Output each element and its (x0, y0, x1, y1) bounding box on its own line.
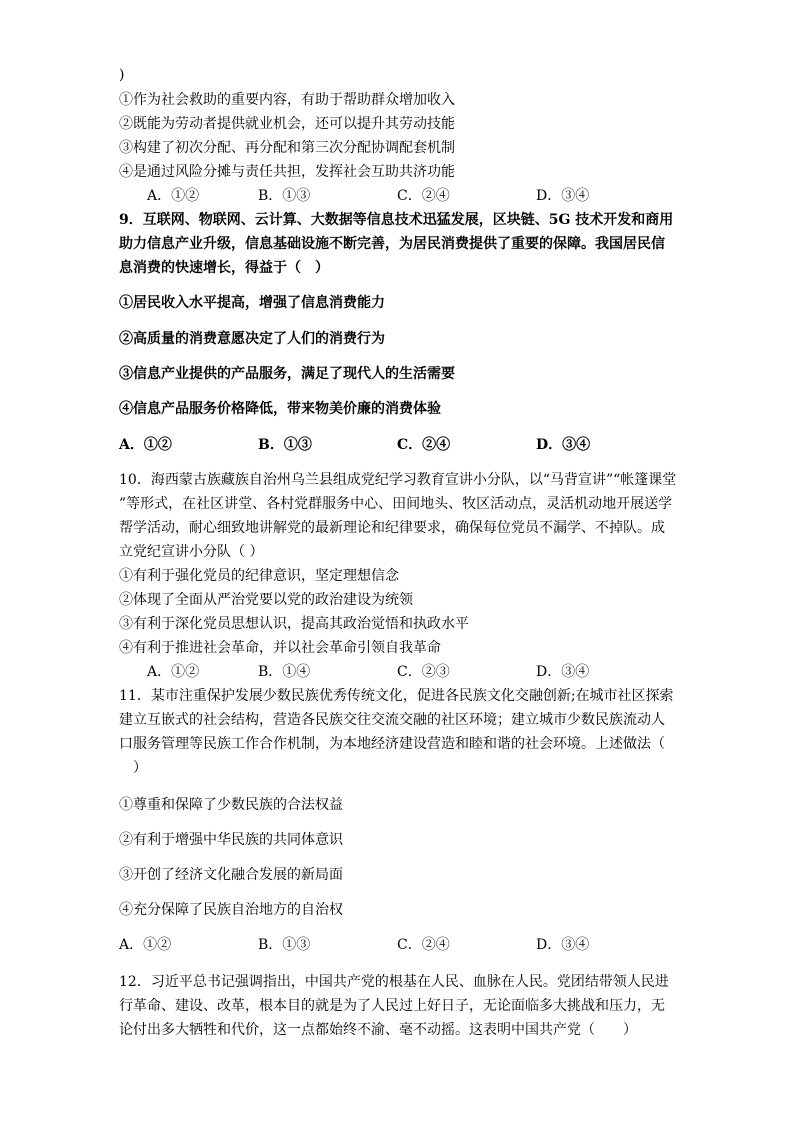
question-10-stem: 帮学活动，耐心细致地讲解党的最新理论和纪律要求，确保每位党员不漏学、不掉队。成 (119, 520, 665, 536)
answer-a: A．①② (119, 437, 172, 453)
question-10-stem: 10．海西蒙古族藏族自治州乌兰县组成党纪学习教育宣讲小分队，以“马背宣讲”“帐篷课堂 (119, 472, 677, 488)
question-11-stem: 口服务管理等民族工作合作机制，为本地经济建设营造和睦和谐的社会环境。上述做法（ (119, 736, 665, 752)
answer-d: D．③④ (536, 437, 591, 453)
answer-b: B．①③ (258, 437, 312, 453)
answer-c: C．②④ (397, 437, 451, 453)
option-line: ①居民收入水平提高，增强了信息消费能力 (119, 295, 385, 311)
answer-c: C．②④ (397, 188, 450, 204)
question-12-stem: 论付出多大牺牲和代价，这一点都始终不渝、毫不动摇。这表明中国共产党（ ） (119, 1022, 637, 1038)
option-line: ④有利于推进社会革命，并以社会革命引领自我革命 (119, 640, 441, 656)
answer-a: A．①② (147, 664, 200, 680)
question-10-stem: ”等形式，在社区讲堂、各村党群服务中心、田间地头、牧区活动点，灵活机动地开展送学 (119, 496, 673, 512)
answer-a: A．①② (147, 188, 200, 204)
option-line: ②体现了全面从严治党要以党的政治建设为统领 (119, 592, 413, 608)
option-line: ③有利于深化党员思想认识，提高其政治觉悟和执政水平 (119, 616, 469, 632)
answer-a: A．①② (119, 937, 172, 953)
answer-c: C．②④ (397, 937, 450, 953)
answer-b: B．①③ (258, 937, 311, 953)
option-line: ②既能为劳动者提供就业机会，还可以提升其劳动技能 (119, 116, 455, 132)
answer-choices (0, 187, 793, 205)
paren-tail: ) (119, 67, 125, 83)
question-12-stem: 行革命、建设、改革，根本目的就是为了人民过上好日子，无论面临多大挑战和压力，无 (119, 998, 665, 1014)
option-line: ②高质量的消费意愿决定了人们的消费行为 (119, 331, 385, 347)
question-10-stem: 立党纪宣讲小分队（ ） (119, 544, 264, 560)
answer-b: B．①④ (258, 664, 311, 680)
option-line: ④充分保障了民族自治地方的自治权 (119, 902, 343, 918)
answer-b: B．①③ (258, 188, 311, 204)
option-line: ③开创了经济文化融合发展的新局面 (119, 867, 343, 883)
question-11-stem: 建立互嵌式的社会结构，营造各民族交往交流交融的社区环境；建立城市少数民族流动人 (119, 712, 665, 728)
option-line: ④是通过风险分摊与责任共担，发挥社会互助共济功能 (119, 164, 455, 180)
answer-d: D．③④ (536, 937, 590, 953)
answer-d: D．③④ (536, 188, 590, 204)
option-line: ④信息产品服务价格降低，带来物美价廉的消费体验 (119, 401, 441, 417)
question-12-stem: 12．习近平总书记强调指出，中国共产党的根基在人民、血脉在人民。党团结带领人民进 (119, 974, 669, 990)
answer-d: D．③④ (536, 664, 590, 680)
option-line: ②有利于增强中华民族的共同体意识 (119, 832, 343, 848)
question-9-stem: 助力信息产业升级，信息基础设施不断完善，为居民消费提供了重要的保障。我国居民信 (119, 236, 665, 252)
question-11-stem: 11．某市注重保护发展少数民族优秀传统文化，促进各民族文化交融创新;在城市社区探索 (119, 688, 674, 704)
option-line: ①尊重和保障了少数民族的合法权益 (119, 797, 343, 813)
answer-choices (0, 436, 793, 454)
option-line: ③信息产业提供的产品服务，满足了现代人的生活需要 (119, 366, 455, 382)
option-line: ①有利于强化党员的纪律意识，坚定理想信念 (119, 568, 399, 584)
answer-c: C．②③ (397, 664, 450, 680)
question-11-stem: ） (119, 760, 147, 776)
option-line: ①作为社会救助的重要内容，有助于帮助群众增加收入 (119, 92, 455, 108)
option-line: ③构建了初次分配、再分配和第三次分配协调配套机制 (119, 140, 455, 156)
answer-choices (0, 663, 793, 681)
question-9-stem: 息消费的快速增长，得益于（ ） (119, 260, 329, 276)
answer-choices (0, 936, 793, 954)
question-9-stem: 9．互联网、物联网、云计算、大数据等信息技术迅猛发展，区块链、5G 技术开发和商用 (119, 212, 674, 228)
